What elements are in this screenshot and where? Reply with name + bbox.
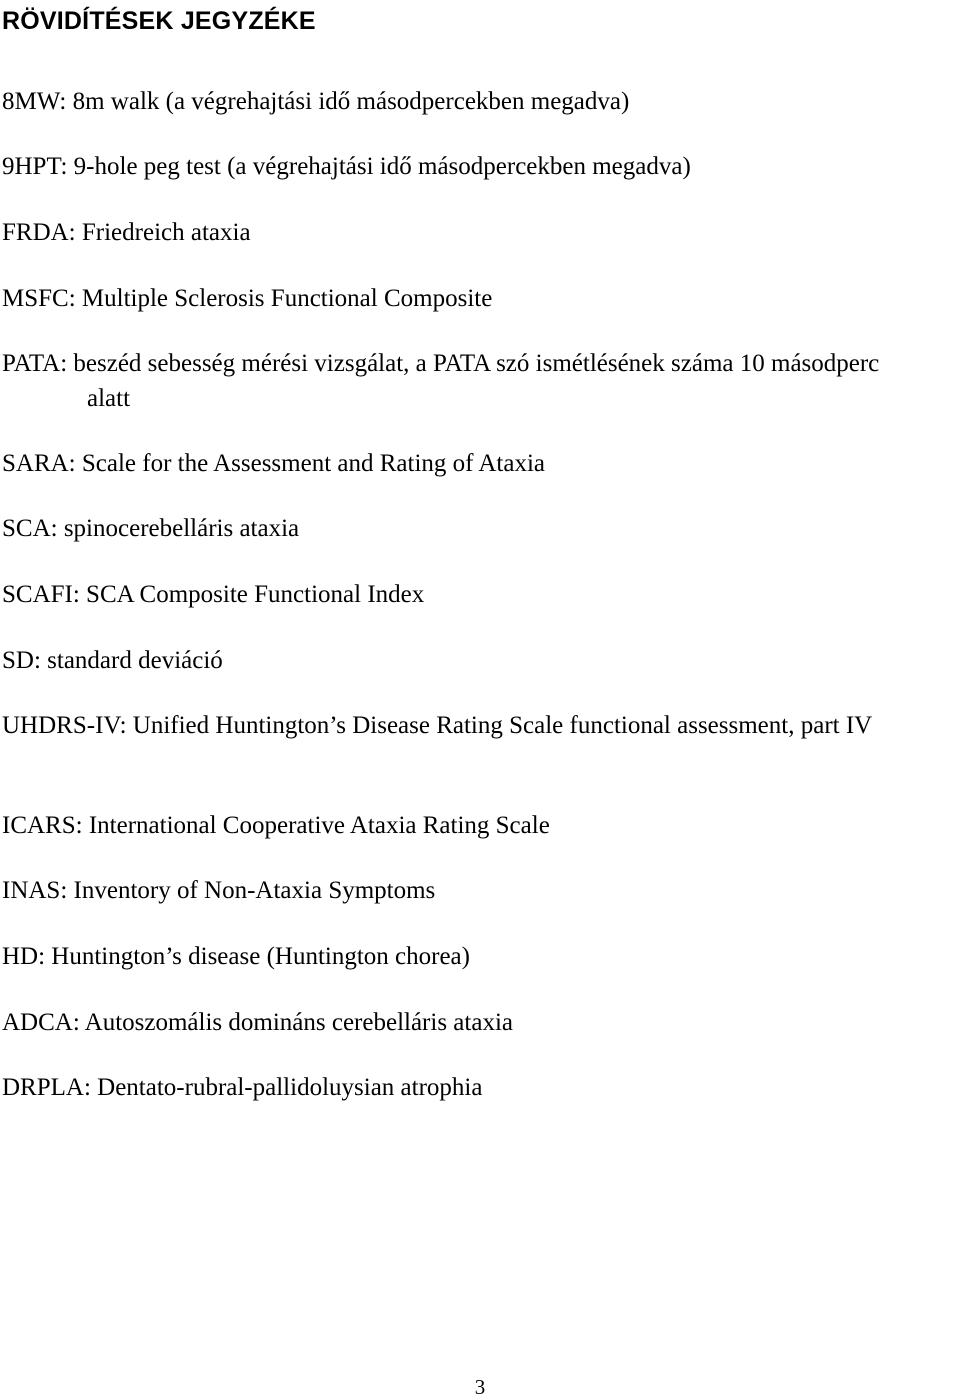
abbreviation-entry-adca: ADCA: Autoszomális domináns cerebelláris ataxia [2, 1009, 513, 1036]
abbreviation-entry-drpla: DRPLA: Dentato-rubral-pallidoluysian atrophia [2, 1074, 483, 1101]
abbreviation-entry-9hpt: 9HPT: 9-hole peg test (a végrehajtási idő másodpercekben megadva) [2, 153, 691, 180]
abbreviation-entry-sca: SCA: spinocerebelláris ataxia [2, 515, 300, 542]
abbreviation-entry-sd: SD: standard deviáció [2, 647, 223, 674]
abbreviation-entry-scafi: SCAFI: SCA Composite Functional Index [2, 581, 425, 608]
abbreviation-entry-sara: SARA: Scale for the Assessment and Rating of Ataxia [2, 450, 545, 477]
abbreviation-entry-8mw: 8MW: 8m walk (a végrehajtási idő másodpercekben megadva) [2, 88, 630, 115]
abbreviation-entry-uhdrs-iv: UHDRS-IV: Unified Huntington’s Disease Rating Scale functional assessment, part IV [2, 712, 873, 739]
page-number: 3 [474, 1375, 486, 1399]
abbreviation-entry-inas: INAS: Inventory of Non-Ataxia Symptoms [2, 877, 436, 904]
abbreviation-entry-msfc: MSFC: Multiple Sclerosis Functional Composite [2, 285, 493, 312]
abbreviation-entry-frda: FRDA: Friedreich ataxia [2, 219, 251, 246]
abbreviation-entry-icars: ICARS: International Cooperative Ataxia Rating Scale [2, 812, 550, 839]
page-title: RÖVIDÍTÉSEK JEGYZÉKE [2, 7, 316, 35]
abbreviation-entry-pata: PATA: beszéd sebesség mérési vizsgálat, a PATA szó ismétlésének száma 10 másodperc alatt [2, 350, 880, 412]
abbreviation-entry-hd: HD: Huntington’s disease (Huntington chorea) [2, 943, 470, 970]
